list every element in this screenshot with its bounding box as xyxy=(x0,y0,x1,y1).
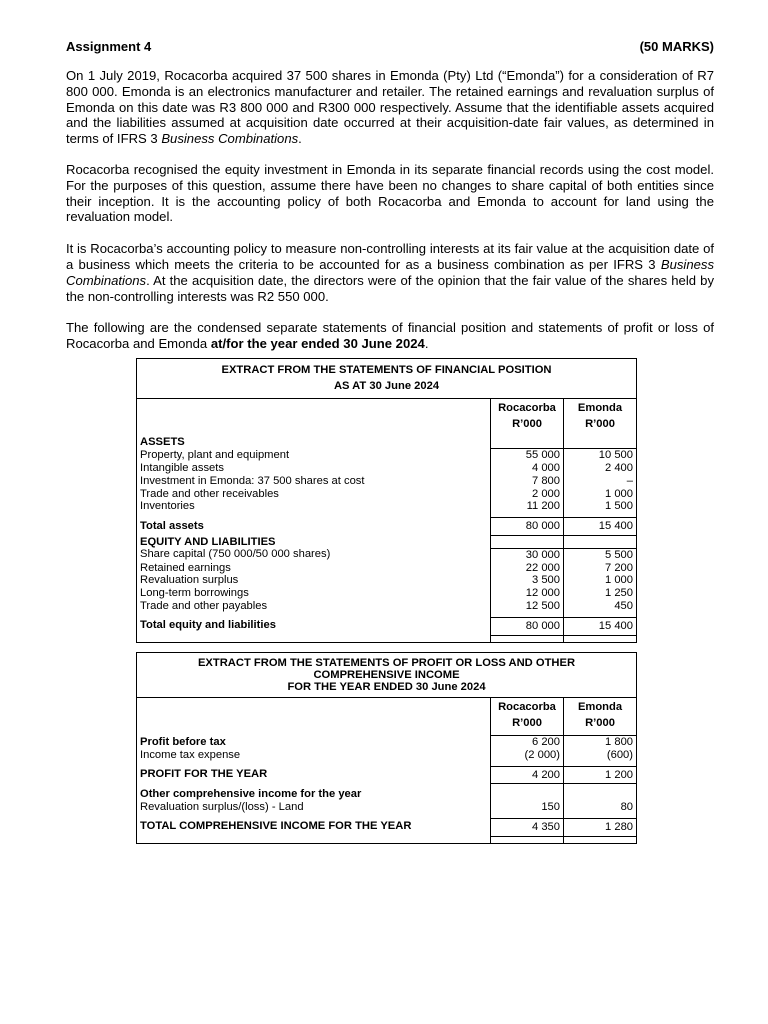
pl-col-rocacorba: Rocacorba R’000 xyxy=(491,698,564,732)
assignment-marks: (50 MARKS) xyxy=(639,39,714,54)
table-row: Long-term borrowings 12 000 1 250 xyxy=(137,587,637,600)
table-row: Share capital (750 000/50 000 shares) 30 000 5 500 xyxy=(137,548,637,561)
pl-col-emonda: Emonda R’000 xyxy=(564,698,637,732)
paragraph-cost-model: Rocacorba recognised the equity investment in Emonda in its separate financial records using the cost model. For the purposes of this question, assume there have been no changes to share capital of both entities since their inception. It is the accounting policy of both Rocacorba and Emonda to account for land using the revaluation model. xyxy=(66,161,714,225)
paragraph-acquisition: On 1 July 2019, Rocacorba acquired 37 500 shares in Emonda (Pty) Ltd (“Emonda”) for a consideration of R7 800 000. Emonda is an electronics manufacturer and retailer. The retained earnings and revaluation surplus of Emonda on this date was R3 800 000 and R300 000 respectively. Assume that the identifiable assets acquired and the liabilities assumed at acquisition date occurred at their acquisition-date fair values, as determined in terms of IFRS 3 Business Combinations. xyxy=(66,68,714,147)
total-comprehensive-income-row: TOTAL COMPREHENSIVE INCOME FOR THE YEAR 4 350 1 280 xyxy=(137,818,637,836)
financial-position-table xyxy=(136,358,637,643)
table-row: Retained earnings 22 000 7 200 xyxy=(137,562,637,575)
equity-heading: EQUITY AND LIABILITIES xyxy=(137,536,491,549)
assignment-title: Assignment 4 xyxy=(66,39,152,54)
table-row: Inventories 11 200 1 500 xyxy=(137,500,637,513)
total-assets-row: Total assets 80 000 15 400 xyxy=(137,518,637,536)
table-row: Trade and other payables 12 500 450 xyxy=(137,600,637,613)
table-row: Profit before tax 6 200 1 800 xyxy=(137,736,637,749)
table-row: Intangible assets 4 000 2 400 xyxy=(137,462,637,475)
sfp-title: EXTRACT FROM THE STATEMENTS OF FINANCIAL POSITION AS AT 30 June 2024 xyxy=(137,359,637,399)
assets-heading: ASSETS xyxy=(137,436,491,449)
pl-title: EXTRACT FROM THE STATEMENTS OF PROFIT OR LOSS AND OTHER COMPREHENSIVE INCOME FOR THE YEAR ENDED 30 June 2024 xyxy=(137,653,637,698)
table-row: Revaluation surplus/(loss) - Land 150 80 xyxy=(137,801,637,814)
table-row: Trade and other receivables 2 000 1 000 xyxy=(137,488,637,501)
sfp-col-rocacorba: Rocacorba R’000 xyxy=(491,399,564,433)
assignment-heading xyxy=(66,38,714,55)
total-equity-row: Total equity and liabilities 80 000 15 400 xyxy=(137,617,637,635)
paragraph-intro-statements: The following are the condensed separate statements of financial position and statements of profit or loss of Rocacorba and Emonda at/for the year ended 30 June 2024. xyxy=(66,320,714,352)
assignment-page xyxy=(66,38,714,352)
oci-heading: Other comprehensive income for the year xyxy=(137,788,491,801)
table-row: Property, plant and equipment 55 000 10 500 xyxy=(137,449,637,462)
paragraph-nci-policy: It is Rocacorba’s accounting policy to measure non-controlling interests at its fair value at the acquisition date of a business which meets the criteria to be accounted for as a business combination as per IFRS 3 Business Combinations. At the acquisition date, the directors were of the opinion that the fair value of the shares held by the non-controlling interests was R2 550 000. xyxy=(66,241,714,304)
profit-or-loss-table xyxy=(136,652,637,844)
profit-for-year-row: PROFIT FOR THE YEAR 4 200 1 200 xyxy=(137,766,637,784)
table-row: Investment in Emonda: 37 500 shares at cost 7 800 – xyxy=(137,475,637,488)
sfp-col-emonda: Emonda R’000 xyxy=(564,399,637,433)
table-row: Revaluation surplus 3 500 1 000 xyxy=(137,574,637,587)
table-row: Income tax expense (2 000) (600) xyxy=(137,749,637,762)
